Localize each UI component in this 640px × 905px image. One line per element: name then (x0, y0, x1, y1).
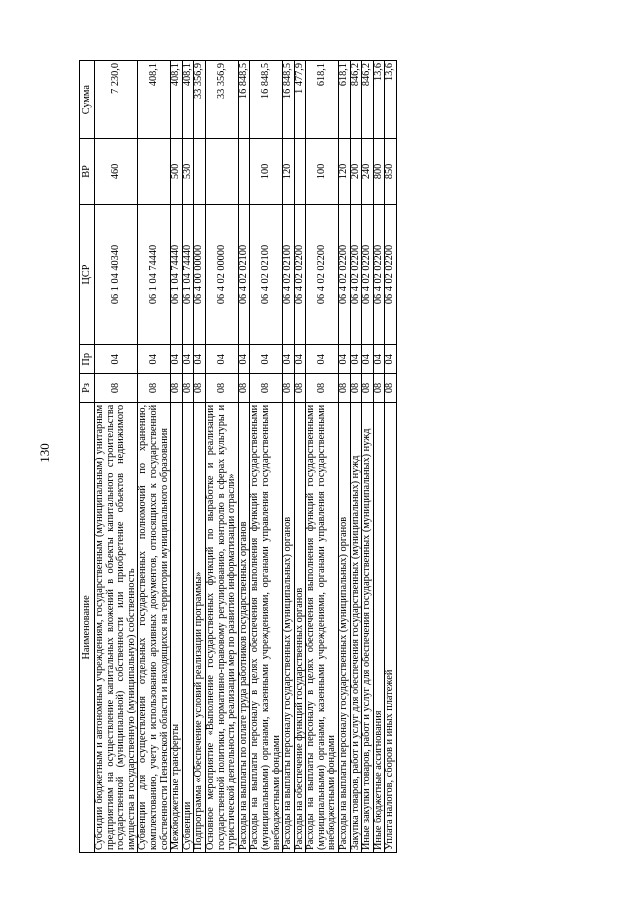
cell-vr (194, 139, 206, 204)
cell-name: Уплата налогов, сборов и иных платежей (385, 402, 397, 852)
table-row (373, 61, 385, 853)
cell-vr: 530 (182, 139, 194, 204)
cell-vr: 120 (339, 139, 351, 204)
cell-rz: 08 (238, 374, 250, 403)
cell-csr: 06 1 04 74440 (138, 204, 171, 345)
cell-csr: 06 4 02 02100 (283, 204, 295, 345)
cell-name: Расходы на выплаты персоналу в целях обеспечения выполнения функций государственными (муниципальными) органами, казенными учреждениями, органами управления государственными внебюджетными фондами (250, 402, 283, 852)
cell-pr: 04 (350, 345, 362, 374)
cell-pr: 04 (339, 345, 351, 374)
cell-vr: 460 (95, 139, 138, 204)
cell-sum: 1 477,9 (294, 61, 306, 139)
cell-vr: 800 (373, 139, 385, 204)
cell-vr: 200 (350, 139, 362, 204)
cell-sum: 33 356,9 (205, 61, 238, 139)
cell-csr: 06 1 04 40340 (95, 204, 138, 345)
cell-pr: 04 (306, 345, 339, 374)
cell-sum: 7 230,0 (95, 61, 138, 139)
cell-csr: 06 1 04 74440 (171, 204, 183, 345)
cell-pr: 04 (95, 345, 138, 374)
header-vr: ВР (80, 139, 95, 204)
cell-sum: 618,1 (339, 61, 351, 139)
header-name: Наименование (80, 402, 95, 852)
cell-vr: 100 (306, 139, 339, 204)
cell-rz: 08 (362, 374, 374, 403)
cell-rz: 08 (306, 374, 339, 403)
table-row (138, 61, 171, 853)
cell-vr: 120 (283, 139, 295, 204)
cell-csr: 06 4 02 02100 (238, 204, 250, 345)
cell-name: Субвенции (182, 402, 194, 852)
cell-pr: 04 (362, 345, 374, 374)
cell-sum: 408,1 (182, 61, 194, 139)
cell-csr: 06 4 02 02200 (385, 204, 397, 345)
table-row (205, 61, 238, 853)
cell-csr: 06 4 02 02200 (373, 204, 385, 345)
cell-rz: 08 (294, 374, 306, 403)
cell-name: Закупка товаров, работ и услуг для обеспечения государственных (муниципальных) нужд (350, 402, 362, 852)
table-row (194, 61, 206, 853)
header-sum: Сумма (80, 61, 95, 139)
cell-name: Расходы на выплаты персоналу государственных (муниципальных) органов (283, 402, 295, 852)
table-row (250, 61, 283, 853)
cell-pr: 04 (373, 345, 385, 374)
cell-csr: 06 4 00 00000 (194, 204, 206, 345)
cell-rz: 08 (350, 374, 362, 403)
table-row (362, 61, 374, 853)
cell-csr: 06 4 02 02100 (250, 204, 283, 345)
cell-pr: 04 (171, 345, 183, 374)
cell-name: Субвенции для осуществления отдельных государственных полномочий по хранению, комплектованию, учету и использованию архивных документов, относящихся к государственной собственности Пензенской области и находящихся на территории муниципального образования (138, 402, 171, 852)
cell-sum: 16 848,5 (250, 61, 283, 139)
table-row (95, 61, 138, 853)
cell-vr: 240 (362, 139, 374, 204)
cell-vr: 850 (385, 139, 397, 204)
cell-rz: 08 (171, 374, 183, 403)
header-csr: ЦСР (80, 204, 95, 345)
cell-vr: 500 (171, 139, 183, 204)
cell-name: Подпрограмма «Обеспечение условий реализации программы» (194, 402, 206, 852)
table-row (294, 61, 306, 853)
cell-sum: 13,6 (385, 61, 397, 139)
budget-table (79, 60, 397, 853)
cell-csr: 06 4 02 00000 (205, 204, 238, 345)
cell-name: Межбюджетные трансферты (171, 402, 183, 852)
cell-sum: 846,2 (350, 61, 362, 139)
cell-sum: 408,1 (171, 61, 183, 139)
cell-csr: 06 1 04 74440 (182, 204, 194, 345)
cell-vr (238, 139, 250, 204)
header-pr: Пр (80, 345, 95, 374)
cell-name: Расходы на выплаты персоналу государственных (муниципальных) органов (339, 402, 351, 852)
cell-sum: 618,1 (306, 61, 339, 139)
table-header-row (80, 61, 95, 853)
cell-csr: 06 4 02 02200 (294, 204, 306, 345)
cell-rz: 08 (194, 374, 206, 403)
cell-name: Расходы на выплаты персоналу в целях обеспечения выполнения функций государственными (муниципальными) органами, казенными учреждениями, органами управления государственными внебюджетными фондами (306, 402, 339, 852)
cell-rz: 08 (138, 374, 171, 403)
table-row (283, 61, 295, 853)
cell-sum: 16 848,5 (283, 61, 295, 139)
cell-csr: 06 4 02 02200 (339, 204, 351, 345)
table-row (339, 61, 351, 853)
cell-pr: 04 (138, 345, 171, 374)
cell-name: Расходы на выплаты по оплате труда работников государственных органов (238, 402, 250, 852)
cell-sum: 408,1 (138, 61, 171, 139)
cell-name: Субсидии бюджетным и автономным учреждениям, государственным (муниципальным) унитарным предприятиям на осуществление капитальных вложений в объекты капитального строительства государственной (муниципальной) собственности или приобретение объектов недвижимого имущества в государственную (муниципальную) собственность (95, 402, 138, 852)
cell-pr: 04 (194, 345, 206, 374)
cell-sum: 846,2 (362, 61, 374, 139)
cell-rz: 08 (95, 374, 138, 403)
cell-sum: 16 848,5 (238, 61, 250, 139)
table-row (385, 61, 397, 853)
table-row (306, 61, 339, 853)
cell-name: Основное мероприятие «Выполнение государственных функций по выработке и реализации государственной политики, нормативно-правовому регулированию, контролю в сферах культуры и туристической деятельности, реализации мер по развитию информатизации отрасли» (205, 402, 238, 852)
table-row (182, 61, 194, 853)
cell-rz: 08 (373, 374, 385, 403)
cell-csr: 06 4 02 02200 (306, 204, 339, 345)
table-row (350, 61, 362, 853)
cell-name: Иные бюджетные ассигнования (373, 402, 385, 852)
cell-rz: 08 (339, 374, 351, 403)
page-number: 130 (37, 443, 52, 463)
cell-pr: 04 (385, 345, 397, 374)
cell-vr (205, 139, 238, 204)
cell-rz: 08 (182, 374, 194, 403)
cell-sum: 13,6 (373, 61, 385, 139)
cell-csr: 06 4 02 02200 (362, 204, 374, 345)
cell-pr: 04 (238, 345, 250, 374)
cell-vr: 100 (250, 139, 283, 204)
cell-vr (294, 139, 306, 204)
cell-name: Расходы на обеспечение функций государственных органов (294, 402, 306, 852)
table-row (238, 61, 250, 853)
cell-rz: 08 (385, 374, 397, 403)
cell-vr (138, 139, 171, 204)
cell-rz: 08 (283, 374, 295, 403)
cell-sum: 33 356,9 (194, 61, 206, 139)
cell-pr: 04 (250, 345, 283, 374)
cell-pr: 04 (205, 345, 238, 374)
cell-name: Иные закупки товаров, работ и услуг для обеспечения государственных (муниципальных) нужд (362, 402, 374, 852)
cell-pr: 04 (283, 345, 295, 374)
header-rz: Рз (80, 374, 95, 403)
cell-pr: 04 (294, 345, 306, 374)
table-row (171, 61, 183, 853)
budget-table-rotated (79, 60, 592, 853)
cell-pr: 04 (182, 345, 194, 374)
cell-rz: 08 (205, 374, 238, 403)
cell-rz: 08 (250, 374, 283, 403)
cell-csr: 06 4 02 02200 (350, 204, 362, 345)
